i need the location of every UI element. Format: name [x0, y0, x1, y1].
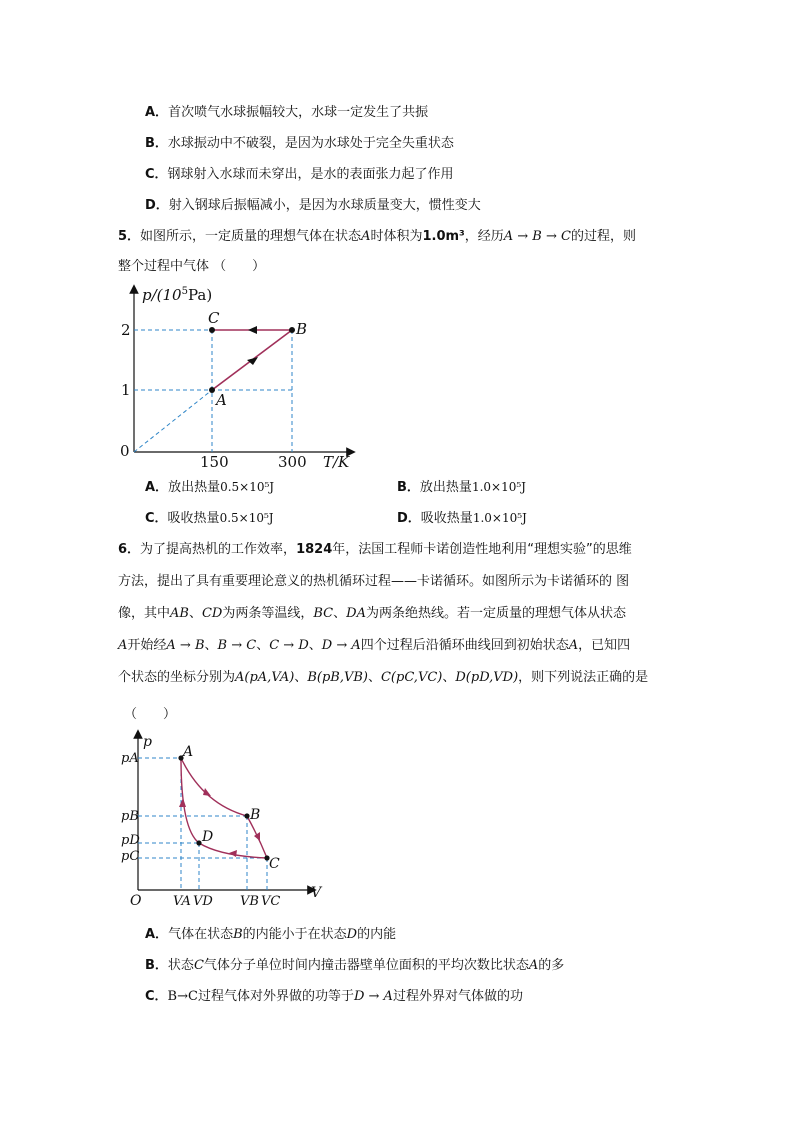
- option-value: 1.0×10⁵J: [472, 511, 527, 525]
- point-b: [244, 813, 249, 818]
- q5-stem-line1: [118, 228, 636, 246]
- origin-label: O: [130, 893, 142, 909]
- stem-text: 时体积为: [370, 229, 423, 244]
- state-label: C: [193, 958, 204, 973]
- guide-lines: [138, 758, 267, 890]
- segment-label: CD: [201, 606, 223, 621]
- process-path: B→C: [167, 989, 198, 1004]
- arrow-cd: [229, 850, 237, 857]
- option-letter: A．: [145, 105, 169, 120]
- q4-option-b: [145, 135, 454, 153]
- option-text: 过程外界对气体做的功: [392, 989, 523, 1004]
- option-text: 吸收热量: [420, 511, 473, 526]
- stem-text: 四个过程后沿循环曲线回到初始状态: [360, 638, 569, 653]
- option-letter: A．: [145, 927, 169, 942]
- x-tick-vc: VC: [261, 894, 281, 909]
- process-path: D → A: [321, 638, 361, 653]
- label-c: C: [269, 856, 280, 872]
- arrow-ab: [247, 357, 258, 365]
- coord-d: D(pD,VD): [455, 670, 519, 685]
- segment-label: AB: [170, 606, 189, 621]
- point-c: [209, 327, 215, 333]
- option-letter: D．: [145, 198, 169, 213]
- label-d: D: [202, 829, 214, 845]
- coord-c: C(pC,VC): [380, 670, 443, 685]
- state-label: A: [568, 638, 579, 653]
- option-text: 的内能小于在状态: [242, 927, 347, 942]
- volume-value: 1.0m³: [422, 229, 465, 244]
- process-path: A → B: [166, 638, 205, 653]
- year: 1824: [296, 542, 333, 557]
- stem-text: 像，其中: [118, 606, 171, 621]
- state-label: A: [528, 958, 539, 973]
- stem-text: 为两条绝热线。若一定质量的理想气体从状态: [365, 606, 626, 621]
- process-path: D → A: [353, 989, 393, 1004]
- curve-cd: [199, 843, 267, 858]
- option-text: 的多: [538, 958, 565, 973]
- option-letter: C．: [145, 167, 168, 182]
- arrow-bc: [254, 832, 260, 841]
- q6-option-a: [145, 926, 396, 944]
- arrow-ab: [203, 788, 211, 796]
- y-tick-pb: pB: [121, 809, 139, 824]
- question-number: 5．: [118, 229, 141, 244]
- state-label: A: [361, 229, 371, 244]
- option-letter: D．: [397, 511, 421, 526]
- y-tick-2: 2: [121, 321, 131, 339]
- option-text: 的内能: [357, 927, 397, 942]
- q5-pt-chart: [115, 283, 355, 473]
- option-text: 钢球射入水球而未穿出，是水的表面张力起了作用: [167, 167, 454, 182]
- q6-option-c: [145, 988, 523, 1006]
- label-b: B: [296, 320, 308, 338]
- q4-option-a: [145, 104, 428, 122]
- stem-text: 为了提高热机的工作效率，: [140, 542, 297, 557]
- y-axis-label: p: [143, 734, 152, 750]
- option-letter: C．: [145, 989, 168, 1004]
- q6-pv-chart: [115, 730, 325, 910]
- q6-stem-line1: [118, 541, 632, 559]
- label-b: B: [250, 807, 261, 823]
- coord-a: A(pA,VA): [235, 670, 295, 685]
- stem-text: 为两条等温线，: [222, 606, 314, 621]
- q5-option-b: [397, 478, 526, 497]
- point-b: [289, 327, 295, 333]
- option-text: 过程气体对外界做的功等于: [197, 989, 354, 1004]
- x-axis-label: V: [311, 885, 322, 901]
- y-tick-1: 1: [121, 381, 131, 399]
- state-label: A: [118, 638, 128, 653]
- stem-text: 个状态的坐标分别为: [118, 670, 236, 685]
- process-path: B → C: [217, 638, 257, 653]
- stem-text: ，经历: [464, 229, 504, 244]
- y-axis-label: $p/(10^5Pa)$: [142, 286, 213, 304]
- q5-stem-line2: 整个过程中气体 （ ）: [118, 259, 266, 274]
- q5-option-a: [145, 478, 274, 497]
- q6-stem-line2: 方法，提出了具有重要理论意义的热机循环过程——卡诺循环。如图所示为卡诺循环的 图: [118, 574, 630, 589]
- option-text: 状态: [167, 958, 194, 973]
- y-tick-pa: pA: [121, 751, 139, 766]
- arrow-bc: [248, 326, 257, 334]
- process-path: A → B → C: [503, 229, 571, 244]
- curve-ab: [181, 758, 247, 816]
- q6-answer-bracket: （ ）: [124, 707, 177, 722]
- process-path: C → D: [269, 638, 309, 653]
- option-letter: C．: [145, 511, 168, 526]
- stem-text: ，已知四: [578, 638, 631, 653]
- state-label: D: [346, 927, 358, 942]
- point-d: [196, 840, 201, 845]
- point-a: [209, 387, 215, 393]
- x-axis-label: T/K: [323, 453, 350, 471]
- y-tick-pc: pC: [121, 849, 140, 864]
- y-tick-0: 0: [120, 442, 130, 460]
- state-label: B: [233, 927, 243, 942]
- q6-option-b: [145, 957, 564, 975]
- q4-option-d: [145, 197, 481, 215]
- q6-stem-line4: A开始经A → B、B → C、C → D、D → A四个过程后沿循环曲线回到初始状态A，已知四: [118, 638, 631, 653]
- y-tick-pd: pD: [121, 833, 140, 848]
- stem-text: 开始经: [127, 638, 167, 653]
- option-value: 1.0×10⁵J: [471, 480, 526, 494]
- option-text: 吸收热量: [167, 511, 220, 526]
- option-letter: B．: [145, 136, 168, 151]
- stem-text: 年，法国工程师卡诺创造性地利用“理想实验”的思维: [332, 542, 632, 557]
- option-text: 气体分子单位时间内撞击器壁单位面积的平均次数比状态: [203, 958, 529, 973]
- option-value: 0.5×10⁵J: [220, 480, 275, 494]
- q4-option-c: [145, 166, 454, 184]
- option-text: 气体在状态: [168, 927, 234, 942]
- q6-stem-line5: 个状态的坐标分别为A(pA,VA)、B(pB,VB)、C(pC,VC)、D(pD,VD)，则下列说法正确的是: [118, 670, 649, 685]
- option-text: 放出热量: [168, 480, 221, 495]
- q6-stem-line3: [118, 605, 626, 623]
- x-tick-150: 150: [200, 453, 229, 471]
- option-letter: B．: [397, 480, 420, 495]
- question-number: 6．: [118, 542, 141, 557]
- option-text: 射入钢球后振幅减小，是因为水球质量变大，惯性变大: [168, 198, 481, 213]
- stem-text: 如图所示，一定质量的理想气体在状态: [140, 229, 362, 244]
- label-a: A: [216, 391, 227, 409]
- q5-option-c: [145, 509, 274, 528]
- option-letter: B．: [145, 958, 168, 973]
- arrow-da: [179, 798, 186, 807]
- stem-text: 、: [188, 606, 202, 621]
- option-letter: A．: [145, 480, 169, 495]
- x-tick-vd: VD: [193, 894, 213, 909]
- coord-b: B(pB,VB): [307, 670, 368, 685]
- x-tick-vb: VB: [240, 894, 259, 909]
- x-tick-va: VA: [173, 894, 191, 909]
- label-a: A: [183, 744, 194, 760]
- segment-label: DA: [346, 606, 366, 621]
- label-c: C: [208, 309, 220, 327]
- stem-text: 的过程，则: [570, 229, 636, 244]
- option-text: 首次喷气水球振幅较大，水球一定发生了共振: [168, 105, 429, 120]
- stem-text: ，则下列说法正确的是: [518, 670, 649, 685]
- option-text: 水球振动中不破裂，是因为水球处于完全失重状态: [167, 136, 454, 151]
- stem-text: 、: [333, 606, 347, 621]
- option-text: 放出热量: [419, 480, 472, 495]
- x-tick-300: 300: [278, 453, 307, 471]
- option-value: 0.5×10⁵J: [219, 511, 274, 525]
- segment-label: BC: [313, 606, 334, 621]
- q5-option-d: [397, 509, 527, 528]
